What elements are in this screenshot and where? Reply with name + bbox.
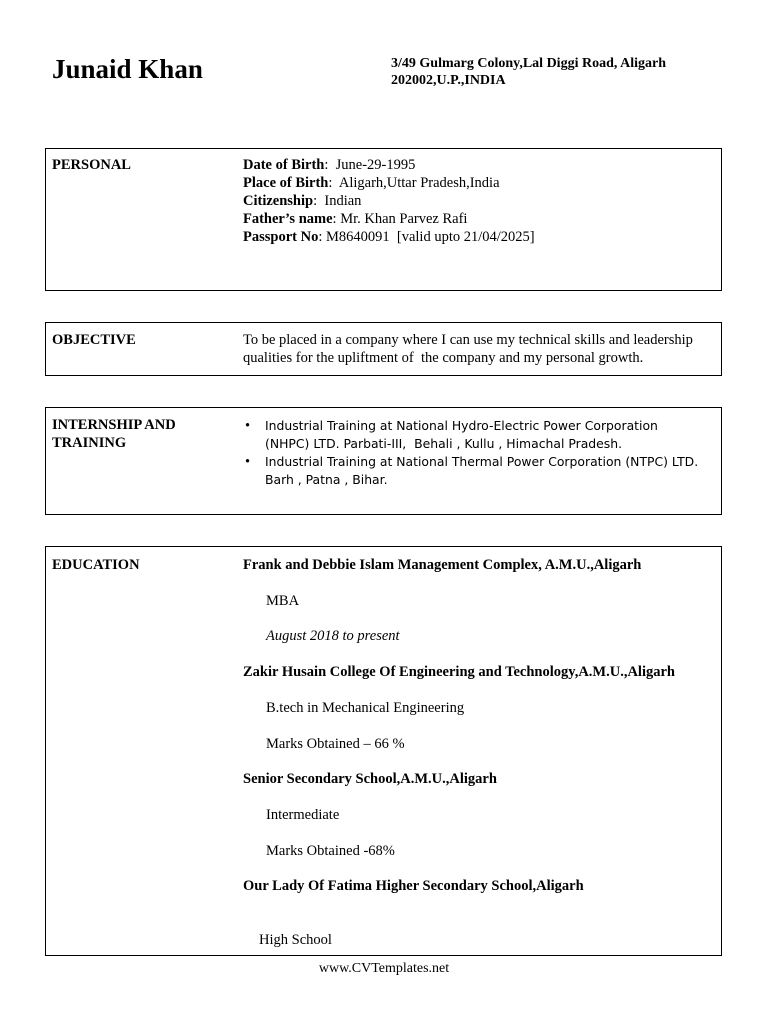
footer-website: www.CVTemplates.net xyxy=(318,961,450,976)
bullet-icon: • xyxy=(245,418,251,434)
passport-sep: : xyxy=(318,229,326,245)
school-name: Senior Secondary School,A.M.U.,Aligarh xyxy=(243,771,497,787)
pob-value: Aligarh,Uttar Pradesh,India xyxy=(338,175,500,191)
education-section xyxy=(45,546,722,956)
address-line-1: 3/49 Gulmarg Colony,Lal Diggi Road, Aligarh xyxy=(391,56,666,71)
pob-row xyxy=(243,174,713,192)
school-name: Frank and Debbie Islam Management Complex, A.M.U.,Aligarh xyxy=(243,557,642,573)
internship-list xyxy=(243,417,703,489)
pob-key: Place of Birth xyxy=(243,175,329,191)
objective-section xyxy=(45,322,722,376)
internship-label-line-2: TRAINING xyxy=(52,435,127,451)
degree: High School xyxy=(259,932,332,948)
degree: MBA xyxy=(266,593,300,609)
internship-item-text: Industrial Training at National Thermal Power Corporation (NTPC) LTD. Barh , Patna , Bihar. xyxy=(265,454,703,487)
degree: Intermediate xyxy=(266,807,340,823)
school-name: Our Lady Of Fatima Higher Secondary School,Aligarh xyxy=(243,878,584,894)
pob-sep: : xyxy=(328,175,339,191)
citizenship-row xyxy=(243,192,713,210)
internship-item xyxy=(243,453,703,489)
internship-label-line-1: INTERNSHIP AND xyxy=(52,417,176,433)
citizenship-sep: : xyxy=(313,193,325,209)
degree: B.tech in Mechanical Engineering xyxy=(266,700,465,716)
dob-sep: : xyxy=(324,157,336,173)
passport-key: Passport No xyxy=(243,229,319,245)
personal-section xyxy=(45,148,722,291)
school-name: Zakir Husain College Of Engineering and Technology,A.M.U.,Aligarh xyxy=(243,664,675,680)
address xyxy=(391,55,721,89)
education-label: EDUCATION xyxy=(52,557,140,573)
personal-details xyxy=(243,156,713,246)
dob-row xyxy=(243,156,713,174)
objective-text: To be placed in a company where I can use my technical skills and leadership qualities for the upliftment of the company and my personal growth. xyxy=(243,332,697,366)
citizenship-key: Citizenship xyxy=(243,193,314,209)
candidate-name: Junaid Khan xyxy=(52,54,203,84)
personal-label: PERSONAL xyxy=(52,157,131,173)
father-value: Mr. Khan Parvez Rafi xyxy=(340,211,468,227)
father-key: Father’s name xyxy=(243,211,333,227)
bullet-icon: • xyxy=(245,454,251,470)
internship-section xyxy=(45,407,722,515)
period: August 2018 to present xyxy=(266,628,400,644)
passport-row xyxy=(243,228,713,246)
father-row xyxy=(243,210,713,228)
dob-value: June-29-1995 xyxy=(335,157,416,173)
passport-value: M8640091 [valid upto 21/04/2025] xyxy=(325,229,535,245)
internship-label xyxy=(52,416,176,452)
dob-key: Date of Birth xyxy=(243,157,325,173)
internship-item-text: Industrial Training at National Hydro-Electric Power Corporation (NHPC) LTD. Parbati-III, Behali , Kullu , Himachal Pradesh. xyxy=(265,418,662,451)
address-line-2: 202002,U.P.,INDIA xyxy=(391,73,506,88)
father-sep: : xyxy=(332,211,341,227)
marks: Marks Obtained – 66 % xyxy=(266,736,405,752)
marks: Marks Obtained -68% xyxy=(266,843,395,859)
internship-item xyxy=(243,417,703,453)
citizenship-value: Indian xyxy=(324,193,362,209)
objective-label: OBJECTIVE xyxy=(52,332,136,348)
